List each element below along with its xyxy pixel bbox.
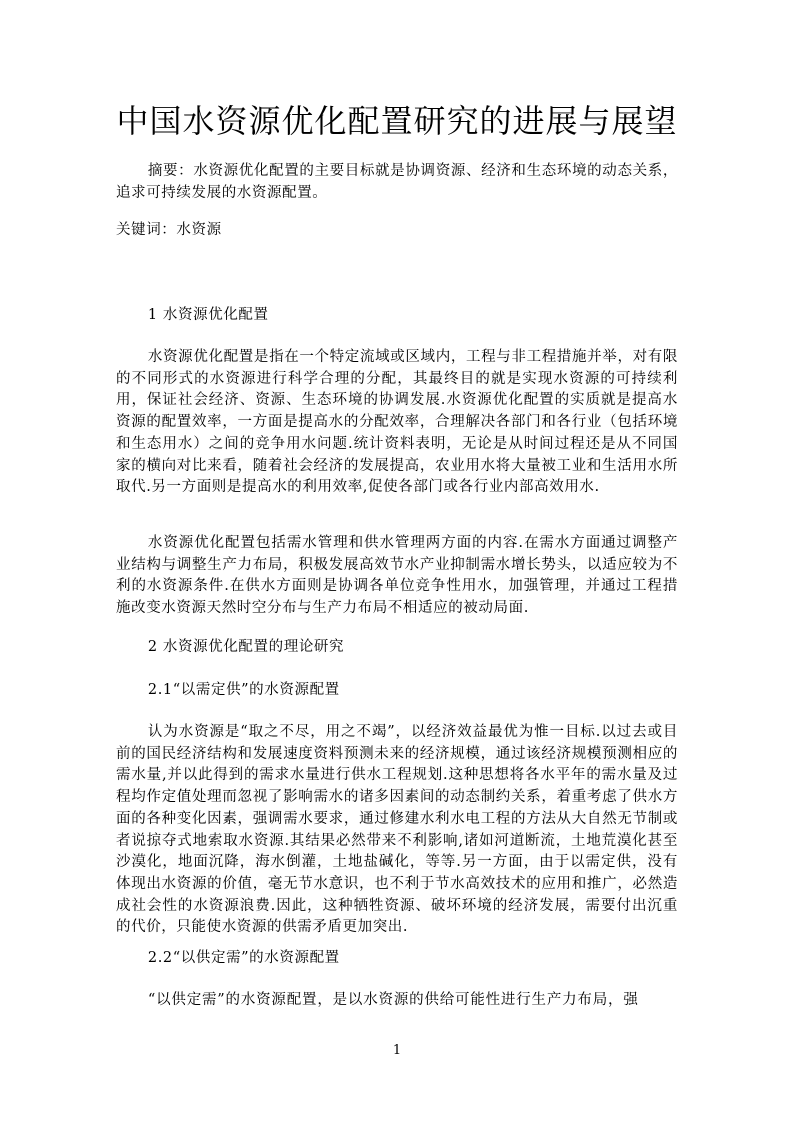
section-1-heading: 1 水资源优化配置 (147, 307, 269, 323)
section-2-1-heading: 2.1“以需定供”的水资源配置 (147, 682, 340, 698)
abstract: 摘要：水资源优化配置的主要目标就是协调资源、经济和生态环境的动态关系，追求可持续发展的水资源配置。 (116, 163, 678, 201)
paragraph-3: 认为水资源是“取之不尽，用之不竭”，以经济效益最优为惟一目标.以过去或目前的国民经济结构和发展速度资料预测未来的经济规模，通过该经济规模预测相应的需水量,并以此得到的需求水量进行供水工程规划.这种思想将各水平年的需水量及过程均作定值处理而忽视了影响需水的诸多因素间的动态制约关系，着重考虑了供水方面的各种变化因素，强调需水要求，通过修建水利水电工程的方法从大自然无节制或者说掠夺式地索取水资源.其结果必然带来不利影响,诸如河道断流，土地荒漠化甚至沙漠化，地面沉降，海水倒灌，土地盐碱化，等等.另一方面，由于以需定供，没有体现出水资源的价值，毫无节水意识，也不利于节水高效技术的应用和推广，必然造成社会性的水资源浪费.因此，这种牺牲资源、破坏环境的经济发展，需要付出沉重的代价，只能使水资源的供需矛盾更加突出. (116, 724, 678, 936)
paragraph-1: 水资源优化配置是指在一个特定流域或区域内，工程与非工程措施并举，对有限的不同形式的水资源进行科学合理的分配，其最终目的就是实现水资源的可持续利用，保证社会经济、资源、生态环境的协调发展.水资源优化配置的实质就是提高水资源的配置效率，一方面是提高水的分配效率，合理解决各部门和各行业（包括环境和生态用水）之间的竞争用水问题.统计资料表明，无论是从时间过程还是从不同国家的横向对比来看，随着社会经济的发展提高，农业用水将大量被工业和生活用水所取代.另一方面则是提高水的利用效率,促使各部门或各行业内部高效用水. (116, 349, 678, 496)
section-2-2-heading: 2.2“以供定需”的水资源配置 (147, 950, 340, 966)
keywords: 关键词：水资源 (116, 222, 222, 238)
paragraph-4: “以供定需”的水资源配置，是以水资源的供给可能性进行生产力布局，强 (147, 992, 639, 1008)
paragraph-2: 水资源优化配置包括需水管理和供水管理两方面的内容.在需水方面通过调整产业结构与调整生产力布局，积极发展高效节水产业抑制需水增长势头，以适应较为不利的水资源条件.在供水方面则是协调各单位竞争性用水，加强管理，并通过工程措施改变水资源天然时空分布与生产力布局不相适应的被动局面. (116, 535, 678, 617)
section-2-heading: 2 水资源优化配置的理论研究 (147, 639, 345, 655)
page-title: 中国水资源优化配置研究的进展与展望 (116, 102, 678, 140)
page-number: 1 (392, 1043, 402, 1058)
